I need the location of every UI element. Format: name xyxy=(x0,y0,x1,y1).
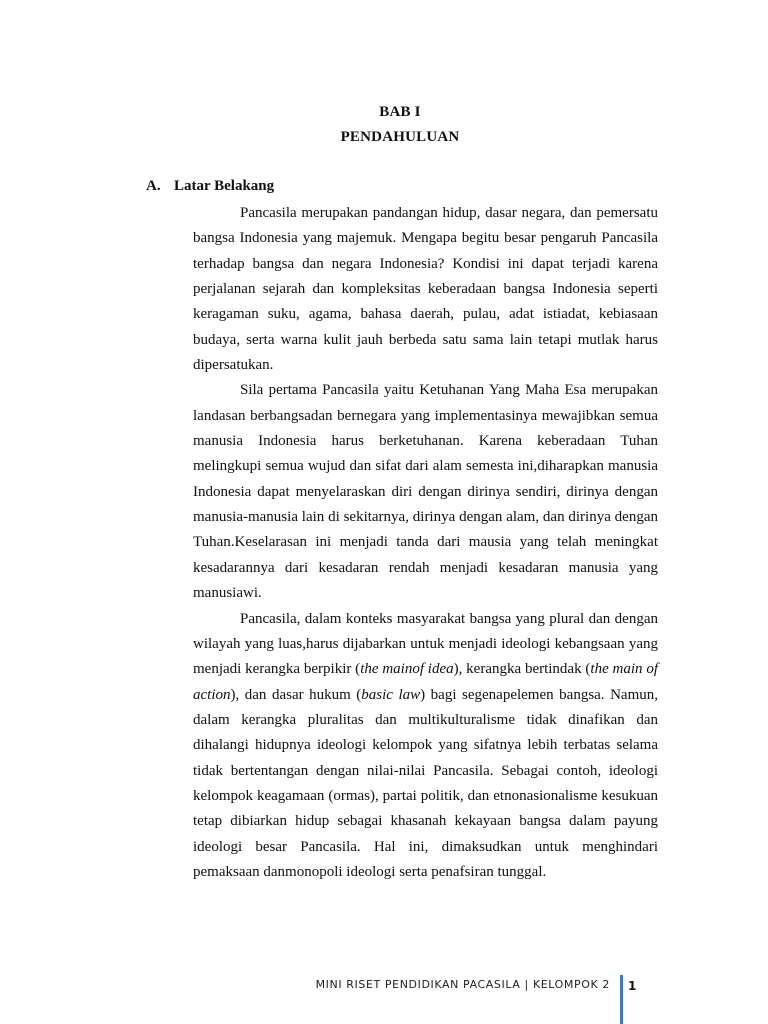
paragraph-1: Pancasila merupakan pandangan hidup, dasar negara, dan pemersatu bangsa Indonesia yang majemuk. Mengapa begitu besar pengaruh Pancasila terhadap bangsa dan negara Indonesia? Kondisi ini dapat terjadi karena perjalanan sejarah dan kompleksitas keberadaan bangsa Indonesia seperti keragaman suku, agama, bahasa daerah, pulau, adat istiadat, kebiasaan budaya, serta warna kulit jauh berbeda satu sama lain tetapi mutlak harus dipersatukan. xyxy=(193,205,658,374)
body-text xyxy=(193,201,658,885)
chapter-title: PENDAHULUAN xyxy=(340,129,460,145)
footer-rule xyxy=(620,975,623,1024)
paragraph-3-italic-1: the mainof idea xyxy=(360,661,454,678)
paragraph-3-part-c: ), dan dasar hukum ( xyxy=(230,686,362,703)
paragraph-3-part-d: ) bagi segenapelemen bangsa. Namun, dalam kerangka pluralitas dan multikulturalisme tidak dinafikan dan dihalangi hidupnya ideologi kelompok yang sifatnya lebih terbatas selama tidak bertentangan dengan nilai-nilai Pancasila. Sebagai contoh, ideologi kelompok keagamaan (ormas), partai politik, dan etnonasionalisme kesukuan tetap dibiarkan hidup sebagai khasanah kekayaan bangsa dalam payung ideologi besar Pancasila. Hal ini, dimaksudkan untuk menghindari pemaksaan danmonopoli ideologi serta penafsiran tunggal. xyxy=(193,686,658,880)
chapter-number: BAB I xyxy=(379,104,421,120)
page-number: 1 xyxy=(628,979,637,993)
paragraph-3-part-a: Pancasila, dalam konteks masyarakat bangsa yang plural dan dengan wilayah yang luas,harus dijabarkan untuk menjadi ideologi kebangsaan yang menjadi kerangka berpikir ( xyxy=(193,610,658,678)
footer-text: MINI RISET PENDIDIKAN PACASILA | KELOMPOK 2 xyxy=(315,978,610,991)
paragraph-2: Sila pertama Pancasila yaitu Ketuhanan Yang Maha Esa merupakan landasan berbangsadan bernegara yang implementasinya mewajibkan semua manusia Indonesia harus berketuhanan. Karena keberadaan Tuhan melingkupi semua wujud dan sifat dari alam semesta ini,diharapkan manusia Indonesia dapat menyelaraskan diri dengan dirinya sendiri, dirinya dengan manusia-manusia lain di sekitarnya, dirinya dengan alam, dan dirinya dengan Tuhan.Keselarasan ini menjadi tanda dari mausia yang telah meningkat kesadarannya dari kesadaran rendah menjadi kesadaran manusia yang manusiawi. xyxy=(193,382,658,602)
paragraph-3-part-b: ), kerangka bertindak ( xyxy=(453,661,591,678)
section-heading xyxy=(146,178,274,195)
section-title: Latar Belakang xyxy=(174,178,275,194)
paragraph-3-italic-2: the main of action xyxy=(193,661,659,703)
paragraph-3-italic-3: basic law xyxy=(361,686,421,703)
section-letter: A. xyxy=(146,178,161,194)
paragraph-3 xyxy=(193,607,658,886)
